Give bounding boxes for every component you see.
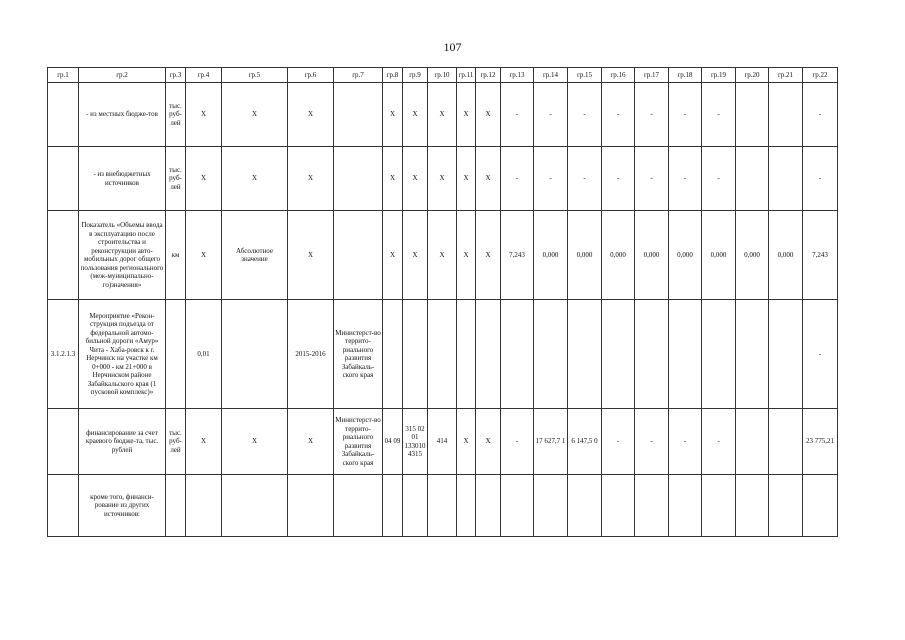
table-cell — [403, 300, 428, 409]
table-cell: - — [534, 83, 568, 147]
table-cell: 04 09 — [383, 409, 403, 475]
table-cell — [568, 475, 602, 537]
table-cell: - — [803, 147, 838, 211]
table-row — [48, 300, 838, 409]
table-cell: 7,243 — [501, 211, 534, 300]
column-header: гр.4 — [186, 68, 222, 83]
table-cell — [222, 300, 288, 409]
table-cell: X — [186, 83, 222, 147]
table-cell — [769, 475, 803, 537]
table-cell: тыс. руб-лей — [166, 147, 186, 211]
table-cell: - — [602, 147, 635, 211]
table-cell: 3.1.2.1.3 — [48, 300, 79, 409]
table-cell: Показатель «Объемы ввода в эксплуатацию после строительства и реконструкции авто-мобильных дорог общего пользования регионального (меж-муниципально-го)значения» — [79, 211, 166, 300]
table-cell: - — [635, 147, 669, 211]
table-cell: X — [288, 83, 334, 147]
column-header: гр.18 — [669, 68, 702, 83]
table-cell — [476, 475, 501, 537]
table-cell: - — [501, 83, 534, 147]
table-cell: - — [635, 83, 669, 147]
table-cell: X — [186, 409, 222, 475]
table-cell: 0,01 — [186, 300, 222, 409]
table-row — [48, 83, 838, 147]
page-number: 107 — [443, 40, 462, 54]
table-cell: 315 02 01 133010 4315 — [403, 409, 428, 475]
table-cell: - из внебюджетных источников — [79, 147, 166, 211]
table-cell — [736, 300, 769, 409]
table-cell: X — [476, 409, 501, 475]
table-cell — [635, 300, 669, 409]
table-cell — [334, 475, 383, 537]
column-header: гр.19 — [702, 68, 736, 83]
column-header: гр.14 — [534, 68, 568, 83]
table-cell: - — [635, 409, 669, 475]
table-cell: X — [457, 147, 476, 211]
table-cell: 6 147,5 0 — [568, 409, 602, 475]
table-cell: - — [568, 147, 602, 211]
table-cell: X — [403, 211, 428, 300]
table-cell: 0,000 — [534, 211, 568, 300]
table-cell: X — [457, 409, 476, 475]
table-cell: тыс. руб-лей — [166, 83, 186, 147]
table-cell: X — [476, 83, 501, 147]
table-cell: кроме того, финанси-рование из других источников: — [79, 475, 166, 537]
table-cell: X — [476, 147, 501, 211]
column-header: гр.3 — [166, 68, 186, 83]
table-cell: 0,000 — [702, 211, 736, 300]
table-cell: X — [186, 147, 222, 211]
table-cell: X — [428, 211, 457, 300]
column-header: гр.21 — [769, 68, 803, 83]
table-cell — [501, 300, 534, 409]
table-cell — [736, 409, 769, 475]
table-cell — [736, 475, 769, 537]
table-cell: 0,000 — [669, 211, 702, 300]
table-cell — [602, 300, 635, 409]
table-cell — [428, 475, 457, 537]
table-cell — [476, 300, 501, 409]
table-cell — [635, 475, 669, 537]
table-row — [48, 147, 838, 211]
table-cell — [166, 475, 186, 537]
column-header: гр.10 — [428, 68, 457, 83]
table-cell: - — [669, 409, 702, 475]
table-cell: Абсолютное значение — [222, 211, 288, 300]
table-cell: X — [383, 83, 403, 147]
table-cell — [534, 300, 568, 409]
table-cell: 23 775,21 — [803, 409, 838, 475]
table-cell: тыс. руб-лей — [166, 409, 186, 475]
table-cell — [702, 300, 736, 409]
table-cell — [48, 475, 79, 537]
table-cell: 0,000 — [736, 211, 769, 300]
table-cell — [166, 300, 186, 409]
table-cell: 0,000 — [769, 211, 803, 300]
table-cell — [222, 475, 288, 537]
table-cell: X — [403, 147, 428, 211]
column-header: гр.9 — [403, 68, 428, 83]
table-cell — [186, 475, 222, 537]
table-cell — [534, 475, 568, 537]
table-cell — [48, 83, 79, 147]
table-cell: - — [501, 409, 534, 475]
table-cell — [334, 83, 383, 147]
table-cell: - — [803, 300, 838, 409]
table-cell: км — [166, 211, 186, 300]
column-header: гр.22 — [803, 68, 838, 83]
table-cell: X — [222, 147, 288, 211]
table-cell — [736, 147, 769, 211]
table-cell — [669, 475, 702, 537]
table-cell: 414 — [428, 409, 457, 475]
column-header: гр.6 — [288, 68, 334, 83]
column-header: гр.7 — [334, 68, 383, 83]
table-cell — [769, 147, 803, 211]
table-cell: финансирование за счет краевого бюдже-та, тыс. рублей — [79, 409, 166, 475]
table-cell — [501, 475, 534, 537]
table-cell: - — [702, 147, 736, 211]
column-header: гр.2 — [79, 68, 166, 83]
table-cell — [383, 300, 403, 409]
table-cell: Мероприятие «Рекон-струкция подъезда от федеральной автомо-бильной дороги «Амур» Чита - Хаба-ровск к г. Нерчинск на участке км 0+000 - км 21+000 в Нерчинском районе Забайкальского края (1 пусковой комплекс)» — [79, 300, 166, 409]
table-cell: X — [476, 211, 501, 300]
table-cell: X — [457, 211, 476, 300]
table-row — [48, 409, 838, 475]
table-cell — [383, 475, 403, 537]
table-cell: X — [383, 211, 403, 300]
table-cell: - — [669, 83, 702, 147]
table-row — [48, 475, 838, 537]
table-cell: 7,243 — [803, 211, 838, 300]
table-cell: 0,000 — [568, 211, 602, 300]
table-cell: X — [457, 83, 476, 147]
table-cell — [457, 475, 476, 537]
table-cell: 0,000 — [602, 211, 635, 300]
column-header: гр.1 — [48, 68, 79, 83]
table-cell: X — [288, 147, 334, 211]
table-cell: 17 627,7 1 — [534, 409, 568, 475]
table-cell: - — [534, 147, 568, 211]
column-header: гр.11 — [457, 68, 476, 83]
table-cell: 2015-2016 — [288, 300, 334, 409]
table-cell: - — [669, 147, 702, 211]
table-row — [48, 211, 838, 300]
column-header: гр.13 — [501, 68, 534, 83]
table-cell: - из местных бюдже-тов — [79, 83, 166, 147]
table-cell — [334, 147, 383, 211]
table-cell: 0,000 — [635, 211, 669, 300]
table-cell: Министерст-во террито-риального развития Забайкаль-ского края — [334, 409, 383, 475]
table-cell: - — [501, 147, 534, 211]
table-cell — [403, 475, 428, 537]
table-cell — [669, 300, 702, 409]
table-cell: X — [288, 211, 334, 300]
table-cell: X — [428, 147, 457, 211]
table-cell — [334, 211, 383, 300]
table-cell: - — [568, 83, 602, 147]
table-cell — [803, 475, 838, 537]
table-cell — [736, 83, 769, 147]
table-cell: X — [222, 83, 288, 147]
header-row — [48, 68, 838, 83]
table-cell — [568, 300, 602, 409]
table-cell — [428, 300, 457, 409]
data-table — [47, 67, 838, 537]
column-header: гр.20 — [736, 68, 769, 83]
column-header: гр.12 — [476, 68, 501, 83]
column-header: гр.8 — [383, 68, 403, 83]
table-cell: X — [428, 83, 457, 147]
table-cell — [769, 83, 803, 147]
column-header: гр.5 — [222, 68, 288, 83]
table-cell: - — [702, 409, 736, 475]
table-cell: X — [403, 83, 428, 147]
table-cell — [48, 147, 79, 211]
table-cell: - — [702, 83, 736, 147]
table-cell — [48, 409, 79, 475]
table-cell: Министерст-во террито-риального развития Забайкаль-ского края — [334, 300, 383, 409]
table-cell: - — [602, 83, 635, 147]
table-cell — [769, 409, 803, 475]
table-cell — [702, 475, 736, 537]
table-cell: X — [186, 211, 222, 300]
table-cell — [457, 300, 476, 409]
table-cell: - — [803, 83, 838, 147]
column-header: гр.16 — [602, 68, 635, 83]
table-cell — [769, 300, 803, 409]
column-header: гр.15 — [568, 68, 602, 83]
table-cell — [288, 475, 334, 537]
table-cell: X — [383, 147, 403, 211]
table-cell: - — [602, 409, 635, 475]
column-header: гр.17 — [635, 68, 669, 83]
table-cell — [48, 211, 79, 300]
table-cell: X — [288, 409, 334, 475]
table-cell: X — [222, 409, 288, 475]
table-cell — [602, 475, 635, 537]
